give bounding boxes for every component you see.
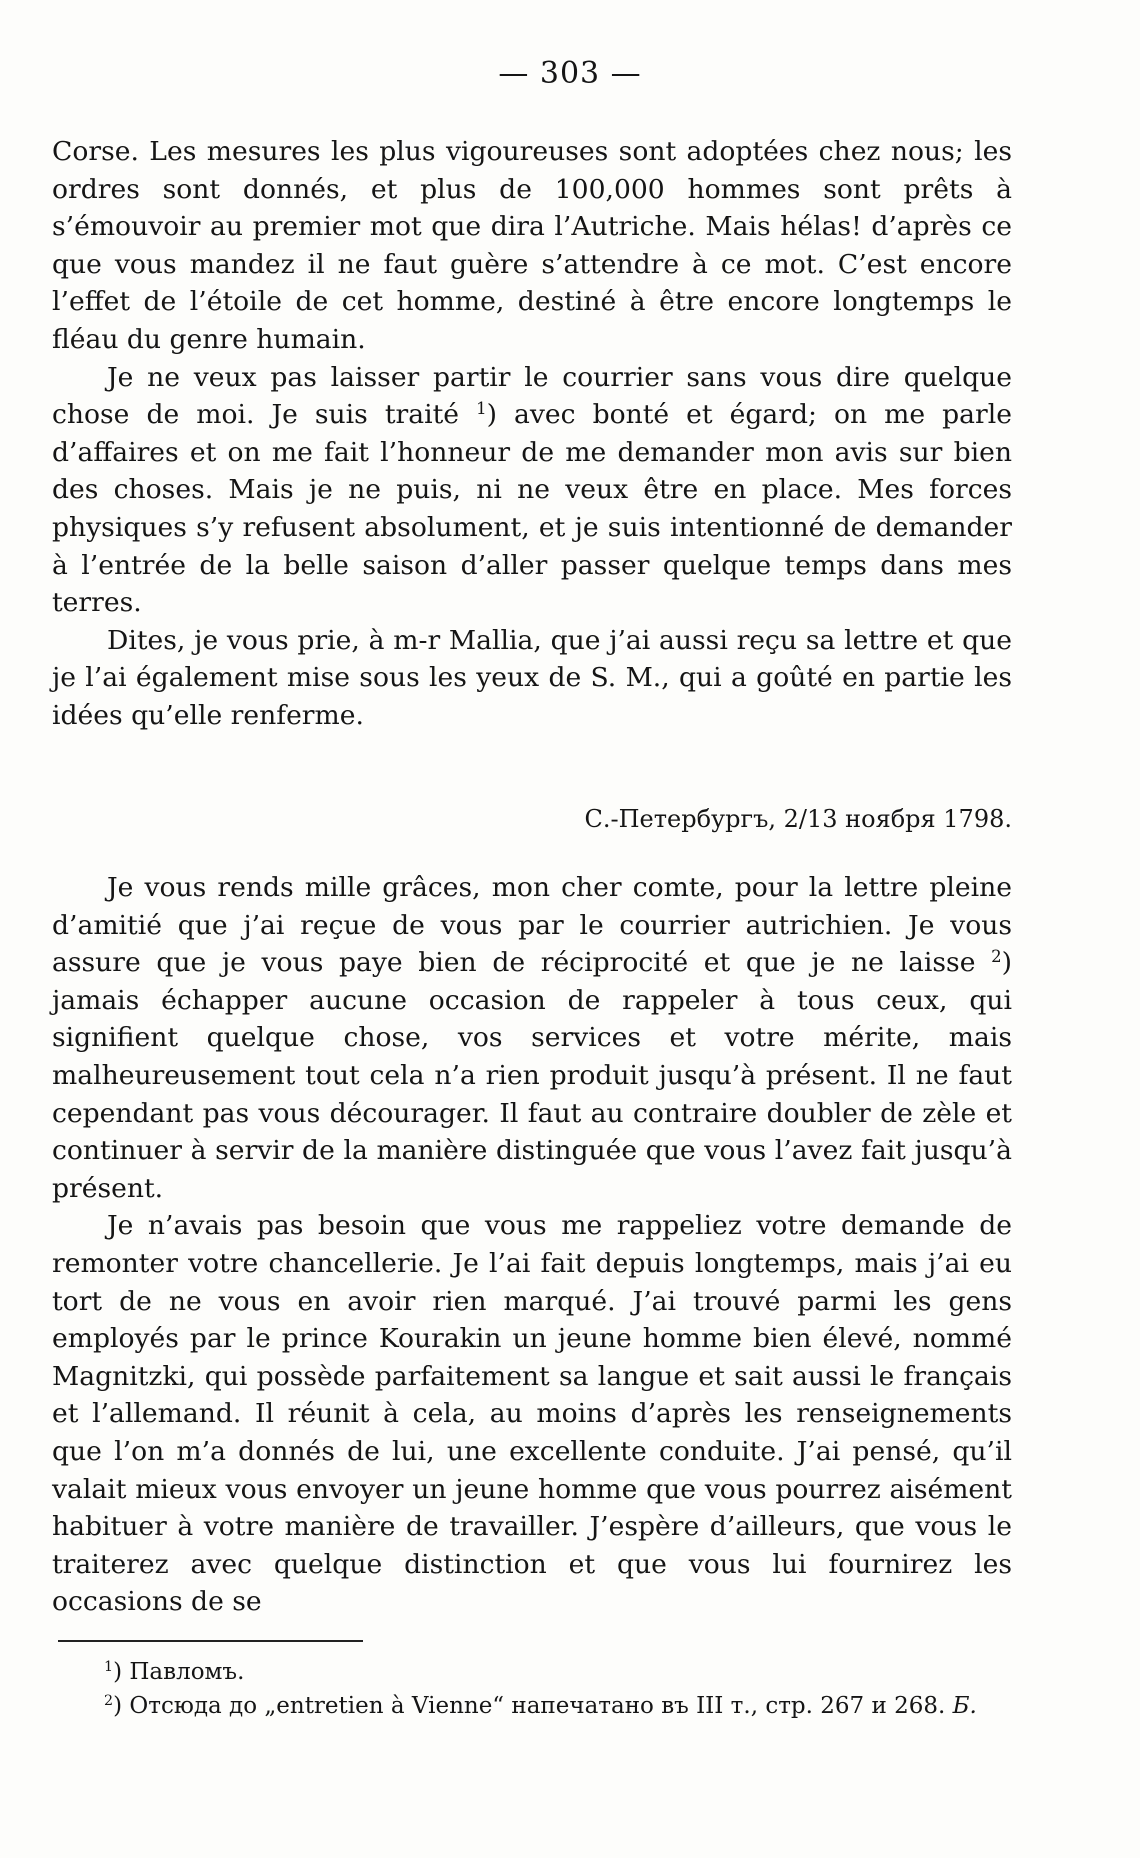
page-number: — 303 —	[498, 56, 642, 91]
editor-sign: Б.	[952, 1693, 977, 1719]
paragraph-text: ) avec bonté et égard; on me parle d’affaires et on me fait l’honneur de me demander mon avis sur bien des choses. Mais je ne puis, ni ne veux être en place. Mes forces physiques s’y refusent absolument, et je suis intentionné de demander à l’entrée de la belle saison d’aller passer quelque temps dans mes terres.	[52, 399, 1012, 619]
footnote	[104, 1655, 1034, 1689]
footnote-marker: 1	[104, 1659, 114, 1676]
footnote-marker: 2	[104, 1693, 114, 1710]
paragraph-text: ) jamais échapper aucune occasion de rappeler à tous ceux, qui signifient quelque chose, vos services et votre mérite, mais malheureusement tout cela n’a rien produit jusqu’à présent. Il ne faut cependant pas vous décourager. Il faut au contraire doubler de zèle et continuer à servir de la manière distinguée que vous l’avez fait jusqu’à présent.	[52, 947, 1012, 1204]
paragraph	[52, 359, 1012, 622]
letter-dateline: С.-Петербургъ, 2/13 ноября 1798.	[584, 805, 1012, 833]
footnote-ref: 1	[476, 399, 487, 419]
letter-body	[52, 869, 1012, 1621]
footnote-text: ) Отсюда до „entretien à Vienne“ напечатано въ III т., стр. 267 и 268.	[113, 1693, 946, 1719]
letter-continuation	[52, 133, 1012, 735]
paragraph-text: Je ne veux pas laisser partir le courrier sans vous dire quelque chose de moi. Je suis traité	[52, 361, 1012, 431]
footnote	[104, 1689, 1034, 1723]
footnote-ref: 2	[991, 947, 1002, 967]
paragraph	[52, 869, 1012, 1207]
footnotes	[104, 1655, 1034, 1723]
footnote-divider	[58, 1640, 363, 1642]
paragraph-text: Je vous rends mille grâces, mon cher comte, pour la lettre pleine d’amitié que j’ai reçue de vous par le courrier autrichien. Je vous assure que je vous paye bien de réciprocité et que je ne laisse	[52, 872, 1012, 979]
footnote-text: ) Павломъ.	[113, 1659, 245, 1685]
paragraph: Corse. Les mesures les plus vigoureuses sont adoptées chez nous; les ordres sont donnés, et plus de 100,000 hommes sont prêts à s’émouvoir au premier mot que dira l’Autriche. Mais hélas! d’après ce que vous mandez il ne faut guère s’attendre à ce mot. C’est encore l’effet de l’étoile de cet homme, destiné à être encore longtemps le fléau du genre humain.	[52, 136, 1012, 355]
paragraph: Dites, je vous prie, à m-r Mallia, que j’ai aussi reçu sa lettre et que je l’ai également mise sous les yeux de S. M., qui a goûté en partie les idées qu’elle renferme.	[52, 624, 1012, 731]
paragraph: Je n’avais pas besoin que vous me rappeliez votre demande de remonter votre chancellerie. Je l’ai fait depuis longtemps, mais j’ai eu tort de ne vous en avoir rien marqué. J’ai trouvé parmi les gens employés par le prince Kourakin un jeune homme bien élevé, nommé Magnitzki, qui possède parfaitement sa langue et sait aussi le français et l’allemand. Il réunit à cela, au moins d’après les renseignements que l’on m’a donnés de lui, une excellente conduite. J’ai pensé, qu’il valait mieux vous envoyer un jeune homme que vous pourrez aisément habituer à votre manière de travailler. J’espère d’ailleurs, que vous le traiterez avec quelque distinction et que vous lui fournirez les occasions de se	[52, 1210, 1012, 1618]
